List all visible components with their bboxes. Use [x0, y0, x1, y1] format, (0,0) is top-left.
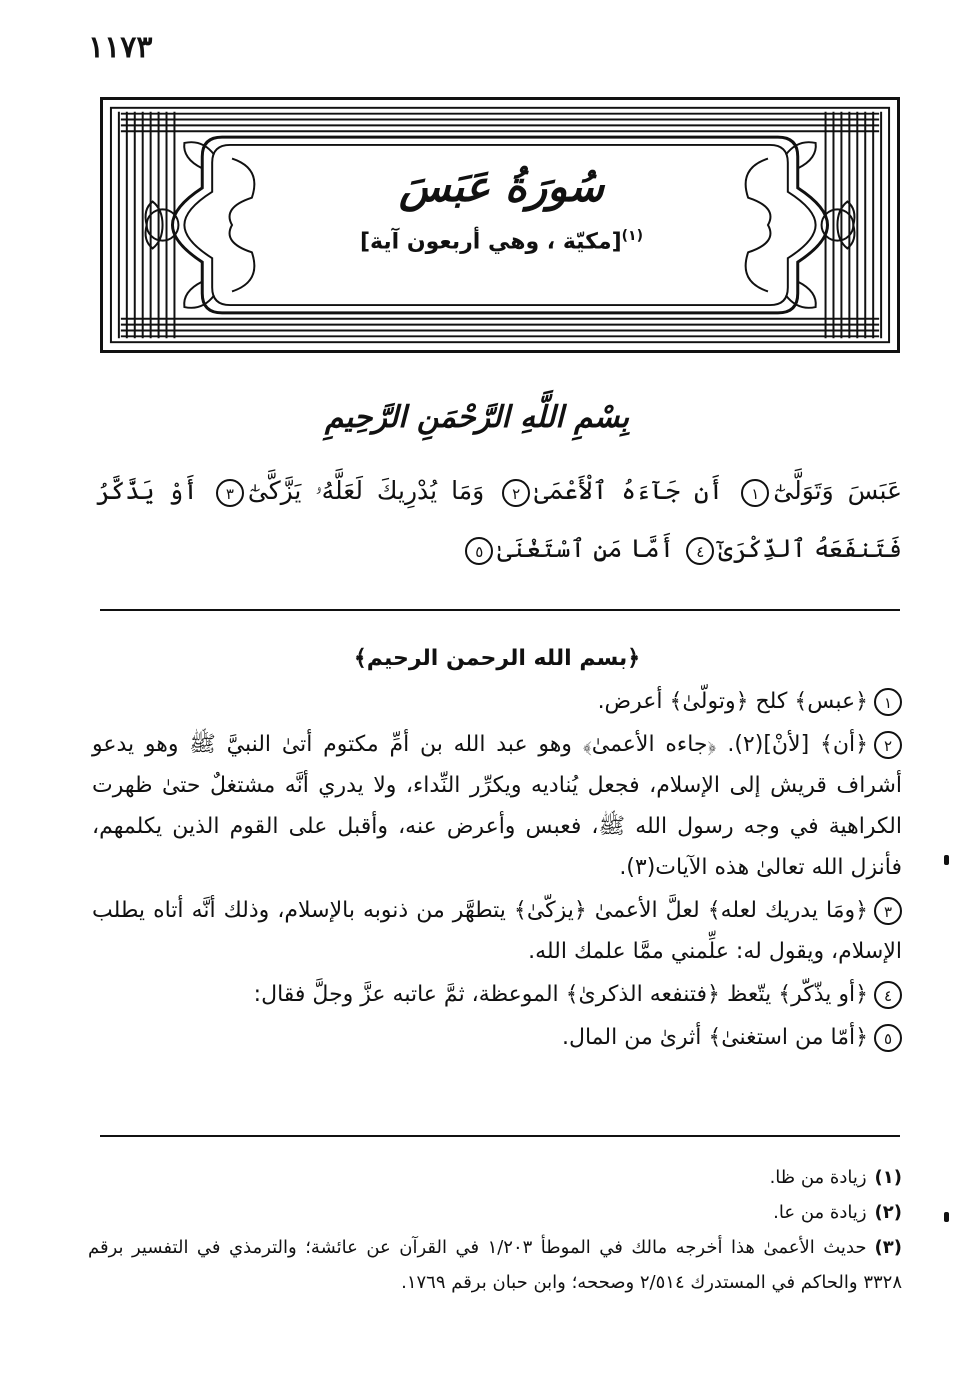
- ayah-text: أَن جَآءَهُ ٱلْأَعْمَىٰ: [534, 476, 724, 505]
- ayah-number: ١: [741, 479, 769, 507]
- footnote-text: زيادة من عا.: [773, 1202, 867, 1223]
- footnote: [88, 1195, 902, 1230]
- entry-text: ﴿أن﴾ [لأنْ](٢). ﴿جاءه الأعمىٰ﴾ وهو عبد الله بن أمِّ مكتوم أتىٰ النبيَّ ﷺ وهو يدعو أشراف قريش إلى الإسلام، فجعل يُناديه ويكرِّر النِّداء، ولا يدري أنَّه مشتغلٌ حتىٰ ظهرت الكراهية في وجه رسول الله ﷺ، فعبس وأعرض عنه، وأقبل على القوم الذين يكلمهم، فأنزل الله تعالىٰ هذه الآيات(٣).: [92, 732, 902, 880]
- commentary-entry: [92, 1017, 902, 1058]
- verse-number: ٤: [874, 981, 902, 1009]
- footnote-number: (٣): [874, 1237, 902, 1258]
- surah-header-frame: [100, 97, 900, 353]
- footnote-text: زيادة من ظا.: [769, 1167, 867, 1188]
- ayah-number: ٤: [686, 537, 714, 565]
- margin-mark: [944, 1212, 949, 1222]
- footnote-number: (١): [874, 1167, 902, 1188]
- entry-text: ﴿أو يذّكّر﴾ يتّعظ ﴿فتنفعه الذكرىٰ﴾ الموعظة، ثمَّ عاتبه عزَّ وجلَّ فقال:: [253, 982, 868, 1007]
- quran-verses: [96, 462, 902, 578]
- ayah-number: ٢: [502, 479, 530, 507]
- verse-number: ١: [874, 688, 902, 716]
- section-divider: [100, 609, 900, 611]
- commentary-entry: [92, 681, 902, 722]
- verse-number: ٣: [874, 897, 902, 925]
- commentary-basmala: ﴿بسم الله الرحمن الرحيم﴾: [353, 646, 641, 671]
- footnote-text: حديث الأعمىٰ هذا أخرجه مالك في الموطأ ١/٢٠٣ في القرآن عن عائشة؛ والترمذي في التفسير برقم ٣٣٢٨ والحاكم في المستدرك ٢/٥١٤ وصححه؛ وابن حبان برقم ١٧٦٩.: [88, 1237, 902, 1293]
- commentary-entry: [92, 724, 902, 888]
- commentary-entry: [92, 974, 902, 1015]
- ayah-number: ٣: [216, 479, 244, 507]
- ayah-text: أَوْ يَذَّكَّرُ فَتَنفَعَهُ ٱلذِّكْرَىٰٓ: [96, 476, 902, 563]
- ayah-text: عَبَسَ وَتَوَلَّىٰٓ: [773, 476, 902, 505]
- footnote-divider: [100, 1135, 900, 1137]
- commentary-entry: [92, 890, 902, 972]
- surah-title: سُورَةُ عَبَسَ: [398, 162, 605, 211]
- surah-subtitle-text: [مكيّة ، وهي أربعون آية]: [359, 229, 622, 255]
- tafsir-commentary: [92, 638, 902, 1058]
- basmala-text: بِسْمِ اللَّهِ الرَّحْمَنِ الرَّحِيمِ: [324, 400, 630, 435]
- footnotes: [88, 1160, 902, 1300]
- verse-number: ٢: [874, 731, 902, 759]
- ayah-text: أَمَّا مَنِ ٱسْتَغْنَىٰ: [497, 534, 675, 563]
- entry-text: ﴿ومَا يدريك لعله﴾ لعلَّ الأعمىٰ ﴿يزكّىٰ﴾ يتطهَّر من ذنوبه بالإسلام، وذلك أنَّه أتاه يطلب الإسلام، ويقول له: علِّمني ممَّا علمك الله.: [92, 898, 902, 964]
- entry-text: ﴿عبس﴾ كلح ﴿وتولّىٰ﴾ أعرض.: [597, 689, 868, 714]
- basmala-calligraphy: [0, 400, 954, 435]
- footnote: [88, 1160, 902, 1195]
- verse-number: ٥: [874, 1024, 902, 1052]
- surah-header-text: [332, 142, 671, 305]
- footnote: [88, 1230, 902, 1300]
- ayah-number: ٥: [465, 537, 493, 565]
- footnote-number: (٢): [874, 1202, 902, 1223]
- ayah-text: وَمَا يُدْرِيكَ لَعَلَّهُۥ يَزَّكَّىٰٓ: [247, 476, 485, 505]
- footnote-ref: (١): [621, 228, 643, 245]
- page-number: ١١٧٣: [88, 30, 153, 65]
- margin-mark: [944, 855, 949, 865]
- entry-text: ﴿أمّا من استغنىٰ﴾ أثرىٰ من المال.: [562, 1025, 868, 1050]
- surah-subtitle: [332, 228, 671, 254]
